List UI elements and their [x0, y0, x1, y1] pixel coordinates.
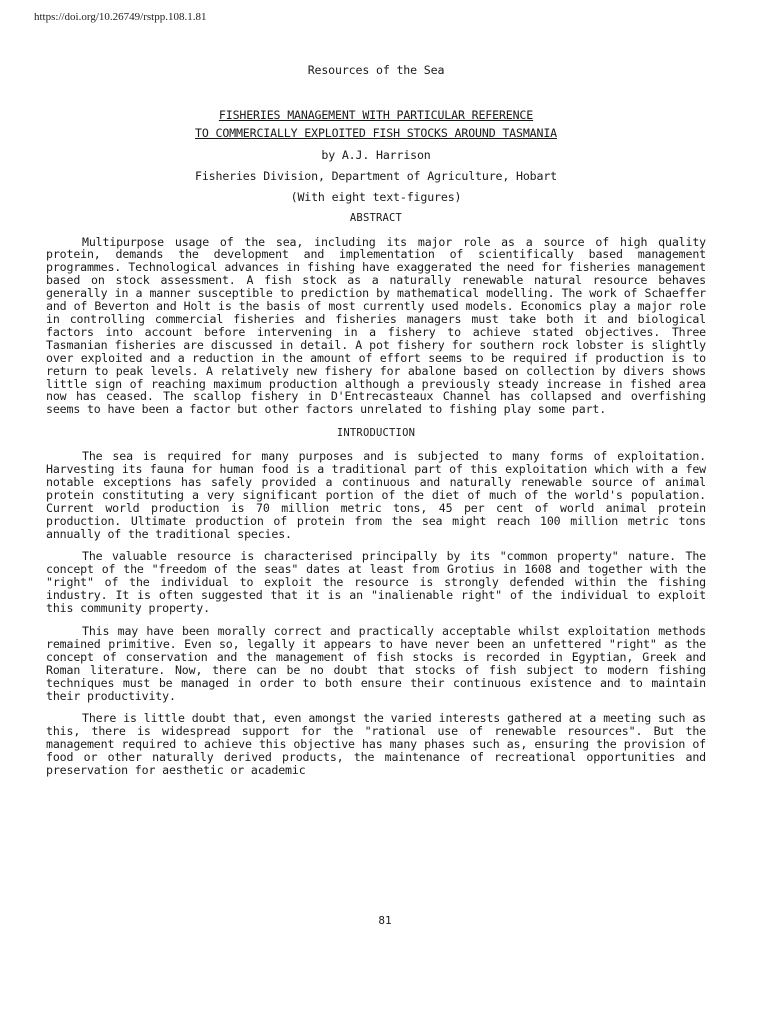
introduction-paragraph: The valuable resource is characterised principally by its "common property" nature. The concept of the "freedom of the seas" dates at least from Grotius in 1608 and together with the "right" of the individual to exploit the resource is strongly defended within the fishing industry. It is often suggested that it is an "inalienable right" of the individual to exploit this community property. — [46, 549, 706, 616]
doi-link[interactable]: https://doi.org/10.26749/rstpp.108.1.81 — [34, 11, 207, 23]
page-number: 81 — [378, 914, 392, 927]
abstract-heading: ABSTRACT — [349, 211, 403, 224]
article-title — [46, 106, 706, 142]
introduction-paragraph: This may have been morally correct and practically acceptable whilst exploitation methods remained primitive. Even so, legally it appears to have never been an unfettered "right" as the concept of conservation and the management of fish stocks is recorded in Egyptian, Greek and Roman literature. Now, there can be no doubt that stocks of fish subject to modern fishing techniques must be managed in order to both ensure their continuous existence and to maintain their productivity. — [46, 624, 706, 703]
article-title-line-1: FISHERIES MANAGEMENT WITH PARTICULAR REFERENCE — [218, 107, 534, 122]
figures-note: (With eight text-figures) — [290, 189, 462, 204]
introduction-paragraph: The sea is required for many purposes and is subjected to many forms of exploitation. Harvesting its fauna for human food is a traditional part of this exploitation which with a few notable exceptions has safely provided a continuous and naturally renewable source of animal protein constituting a very significant portion of the diet of much of the world's population. Current world production is 70 million metric tons, 45 per cent of world animal protein production. Ultimate production of protein from the sea might reach 100 million metric tons annually of the traditional species. — [46, 449, 706, 541]
series-title: Resources of the Sea — [307, 63, 445, 77]
introduction-paragraph: There is little doubt that, even amongst the varied interests gathered at a meeting such as this, there is widespread support for the "rational use of renewable resources". But the management required to achieve this objective has many phases such as, ensuring the provision of food or other naturally derived products, the maintenance of recreational opportunities and preservation for aesthetic or academic — [46, 711, 706, 778]
author-byline: by A.J. Harrison — [321, 147, 431, 162]
introduction-heading: INTRODUCTION — [336, 427, 416, 440]
article-title-line-2: TO COMMERCIALLY EXPLOITED FISH STOCKS AROUND TASMANIA — [195, 125, 557, 140]
author-affiliation: Fisheries Division, Department of Agriculture, Hobart — [195, 168, 557, 183]
article-page — [46, 64, 706, 777]
abstract-text: Multipurpose usage of the sea, including its major role as a source of high quality protein, demands the development and implementation of scientifically based management programmes. Technological advances in fishing have exaggerated the need for fisheries management based on stock assessment. A fish stock as a naturally renewable natural resource behaves generally in a manner susceptible to prediction by mathematical modelling. The work of Schaeffer and of Beverton and Holt is the basis of most currently used models. Economics play a major role in controlling commercial fisheries and fisheries managers must take both it and biological factors into account before intervening in a fishery to achieve stated objectives. Three Tasmanian fisheries are discussed in detail. A pot fishery for southern rock lobster is slightly over exploited and a reduction in the amount of effort seems to be required if production is to return to peak levels. A relatively new fishery for abalone based on collection by divers shows little sign of reaching maximum production although a previously steady increase in fished area now has ceased. The scallop fishery in D'Entrecasteaux Channel has collapsed and overfishing seems to have been a factor but other factors unrelated to fishing play some part. — [46, 234, 706, 417]
introduction-body — [46, 450, 706, 777]
